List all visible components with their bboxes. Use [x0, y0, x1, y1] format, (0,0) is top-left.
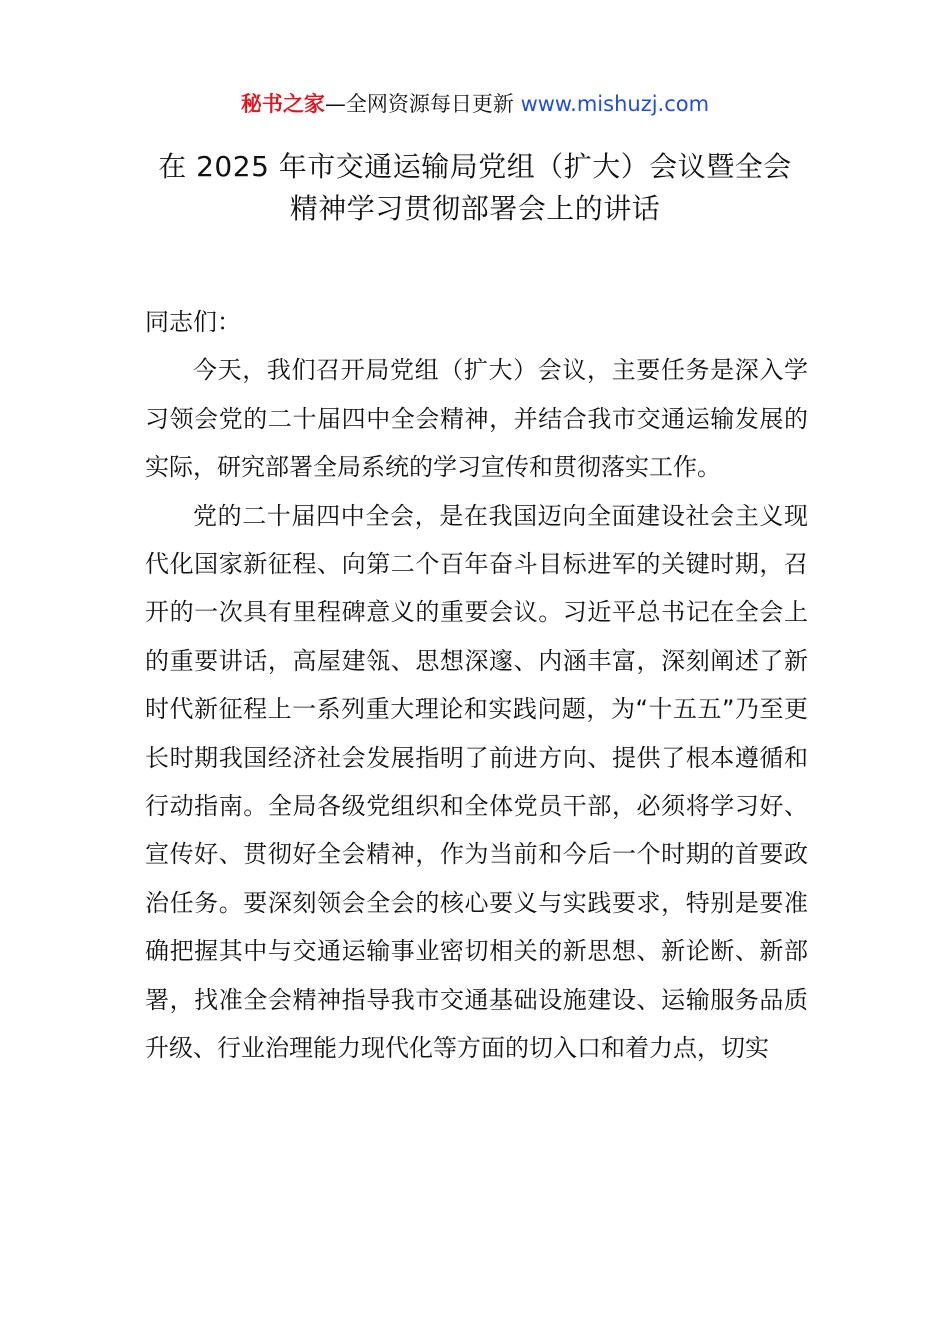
- header-tagline: —全网资源每日更新: [324, 92, 521, 116]
- document-title: [120, 146, 830, 230]
- brand-name: 秘书之家: [240, 92, 325, 116]
- site-header: [0, 88, 950, 120]
- site-url-link[interactable]: www.mishuzj.com: [520, 92, 710, 116]
- paragraph-1: 今天，我们召开局党组（扩大）会议，主要任务是深入学习领会党的二十届四中全会精神，并结合我市交通运输发展的实际，研究部署全局系统的学习宣传和贯彻落实工作。: [145, 356, 808, 482]
- paragraph-2: 党的二十届四中全会，是在我国迈向全面建设社会主义现代化国家新征程、向第二个百年奋斗目标进军的关键时期，召开的一次具有里程碑意义的重要会议。习近平总书记在全会上的重要讲话，高屋建瓴、思想深邃、内涵丰富，深刻阐述了新时代新征程上一系列重大理论和实践问题，为“十五五”乃至更长时期我国经济社会发展指明了前进方向、提供了根本遵循和行动指南。全局各级党组织和全体党员干部，必须将学习好、宣传好、贯彻好全会精神，作为当前和今后一个时期的首要政治任务。要深刻领会全会的核心要义与实践要求，特别是要准确把握其中与交通运输事业密切相关的新思想、新论断、新部署，找准全会精神指导我市交通基础设施建设、运输服务品质升级、行业治理能力现代化等方面的切入口和着力点，切实: [145, 501, 808, 1063]
- title-line-2: 精神学习贯彻部署会上的讲话: [289, 192, 661, 225]
- salutation: 同志们：: [145, 308, 241, 336]
- document-body: [145, 298, 808, 1073]
- title-line-1: 在 2025 年市交通运输局党组（扩大）会议暨全会: [158, 150, 792, 183]
